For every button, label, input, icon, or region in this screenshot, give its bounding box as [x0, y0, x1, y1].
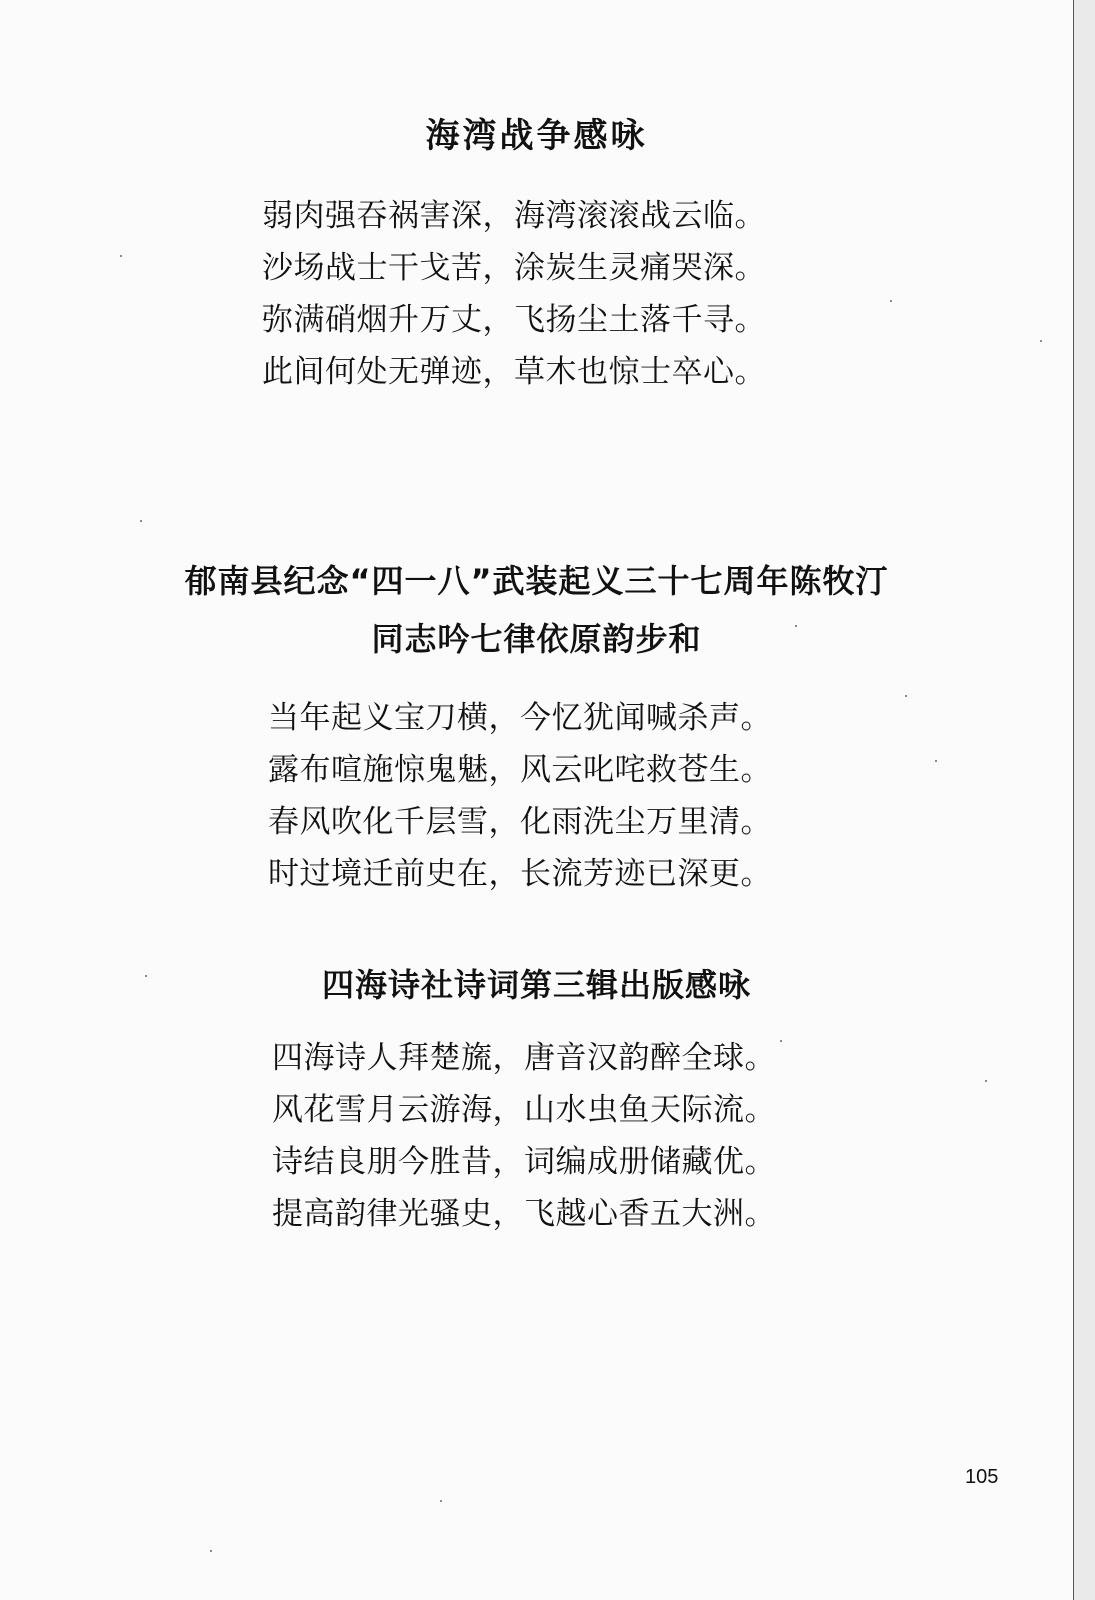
- poem-title-line: 同志吟七律依原韵步和: [371, 620, 702, 658]
- scan-speck: [210, 1550, 212, 1552]
- scan-speck: [1040, 340, 1042, 342]
- scan-speck: [905, 695, 907, 697]
- scan-speck: [890, 300, 892, 302]
- page-number: 105: [965, 1466, 999, 1488]
- poem-line: 诗结良朋今胜昔，词编成册储藏优。: [272, 1144, 776, 1180]
- poem-body: [262, 190, 766, 398]
- poem-line: 风花雪月云游海，山水虫鱼天际流。: [272, 1092, 776, 1128]
- page-edge: [1073, 0, 1095, 1600]
- poem-line: 此间何处无弹迹，草木也惊士卒心。: [262, 354, 766, 390]
- poem-body: [272, 1032, 776, 1240]
- poem-line: 时过境迁前史在，长流芳迹已深更。: [268, 856, 772, 892]
- poem-line: 弱肉强吞祸害深，海湾滚滚战云临。: [262, 198, 766, 234]
- poem-line: 露布喧施惊鬼魅，风云叱咤救苍生。: [268, 752, 772, 788]
- poem-line: 春风吹化千层雪，化雨洗尘万里清。: [268, 804, 772, 840]
- scan-speck: [145, 975, 147, 977]
- scan-speck: [440, 1500, 442, 1502]
- poem-line: 弥满硝烟升万丈，飞扬尘土落千寻。: [262, 302, 766, 338]
- scan-speck: [780, 1040, 782, 1042]
- poem-line: 沙场战士干戈苦，涂炭生灵痛哭深。: [262, 250, 766, 286]
- poem-line: 当年起义宝刀横，今忆犹闻喊杀声。: [268, 700, 772, 736]
- scan-speck: [795, 625, 797, 627]
- scan-speck: [985, 1080, 987, 1082]
- poem-title: 四海诗社诗词第三辑出版感咏: [321, 966, 751, 1004]
- poem-title-line: 郁南县纪念“四一八”武装起义三十七周年陈牧汀: [184, 562, 889, 600]
- scan-speck: [935, 760, 937, 762]
- scan-speck: [140, 520, 142, 522]
- scan-speck: [120, 255, 122, 257]
- poem-line: 提高韵律光骚史，飞越心香五大洲。: [272, 1196, 776, 1232]
- poem-title: 海湾战争感咏: [425, 116, 648, 156]
- poem-body: [268, 692, 772, 900]
- poem-line: 四海诗人拜楚旒，唐音汉韵醉全球。: [272, 1040, 776, 1076]
